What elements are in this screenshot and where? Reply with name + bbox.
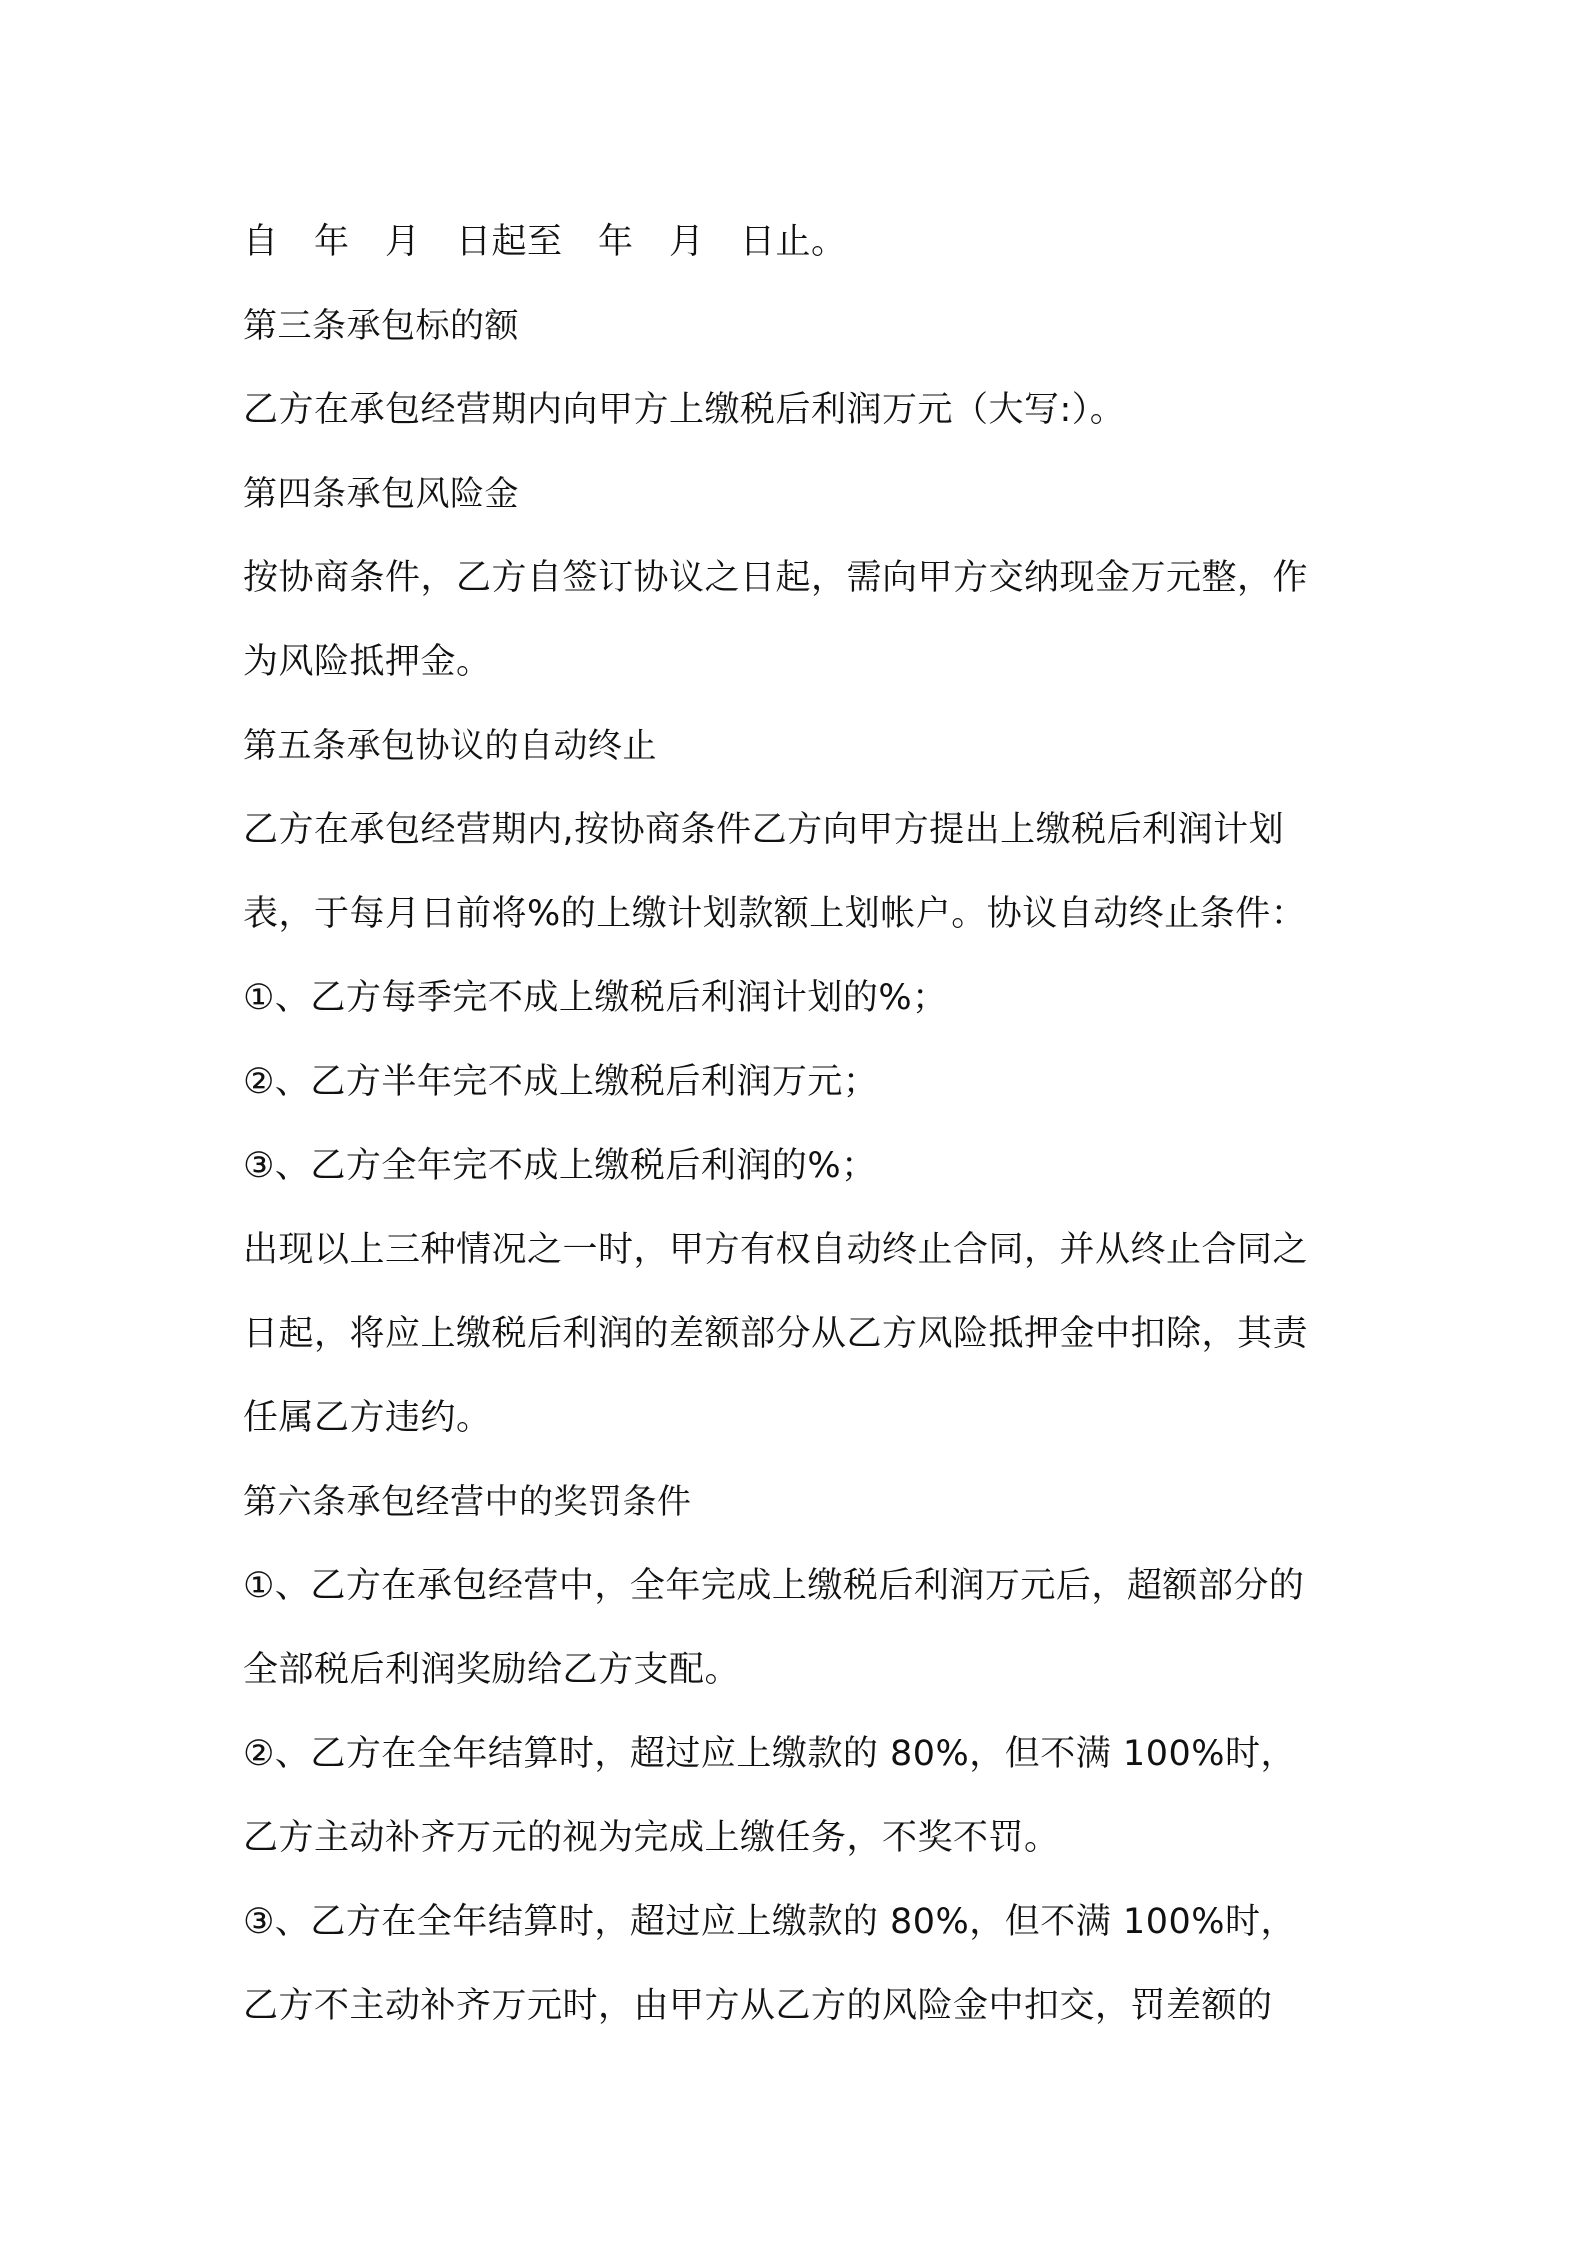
reward-condition-2-line-2: 乙方主动补齐万元的视为完成上缴任务，不奖不罚。 xyxy=(243,1818,1060,1858)
article-3-heading: 第三条承包标的额 xyxy=(243,306,519,346)
termination-consequence-line-1: 出现以上三种情况之一时，甲方有权自动终止合同，并从终止合同之 xyxy=(243,1230,1309,1270)
termination-condition-3: ③、乙方全年完不成上缴税后利润的%； xyxy=(243,1146,877,1186)
termination-consequence-line-3: 任属乙方违约。 xyxy=(243,1398,492,1438)
contract-term-line: 自 年 月 日起至 年 月 日止。 xyxy=(243,222,847,262)
reward-condition-1-line-1: ①、乙方在承包经营中，全年完成上缴税后利润万元后，超额部分的 xyxy=(243,1566,1305,1606)
article-5-text-line-1: 乙方在承包经营期内,按协商条件乙方向甲方提出上缴税后利润计划 xyxy=(243,810,1285,850)
termination-consequence-line-2: 日起，将应上缴税后利润的差额部分从乙方风险抵押金中扣除，其责 xyxy=(243,1314,1309,1354)
termination-condition-2: ②、乙方半年完不成上缴税后利润万元； xyxy=(243,1062,879,1102)
reward-condition-3-line-2: 乙方不主动补齐万元时，由甲方从乙方的风险金中扣交，罚差额的 xyxy=(243,1986,1273,2026)
article-5-heading: 第五条承包协议的自动终止 xyxy=(243,726,657,766)
termination-condition-1: ①、乙方每季完不成上缴税后利润计划的%； xyxy=(243,978,948,1018)
reward-condition-3-line-1: ③、乙方在全年结算时，超过应上缴款的 80%，但不满 100%时， xyxy=(243,1902,1296,1942)
article-6-heading: 第六条承包经营中的奖罚条件 xyxy=(243,1482,692,1522)
document-body xyxy=(243,200,1358,2048)
reward-condition-2-line-1: ②、乙方在全年结算时，超过应上缴款的 80%，但不满 100%时， xyxy=(243,1734,1296,1774)
article-4-heading: 第四条承包风险金 xyxy=(243,474,519,514)
article-4-text-line-2: 为风险抵押金。 xyxy=(243,642,492,682)
article-4-text-line-1: 按协商条件，乙方自签订协议之日起，需向甲方交纳现金万元整，作 xyxy=(243,558,1309,598)
reward-condition-1-line-2: 全部税后利润奖励给乙方支配。 xyxy=(243,1650,741,1690)
article-5-text-line-2: 表，于每月日前将%的上缴计划款额上划帐户。协议自动终止条件： xyxy=(243,894,1307,934)
article-3-text: 乙方在承包经营期内向甲方上缴税后利润万元（大写:）。 xyxy=(243,390,1126,430)
